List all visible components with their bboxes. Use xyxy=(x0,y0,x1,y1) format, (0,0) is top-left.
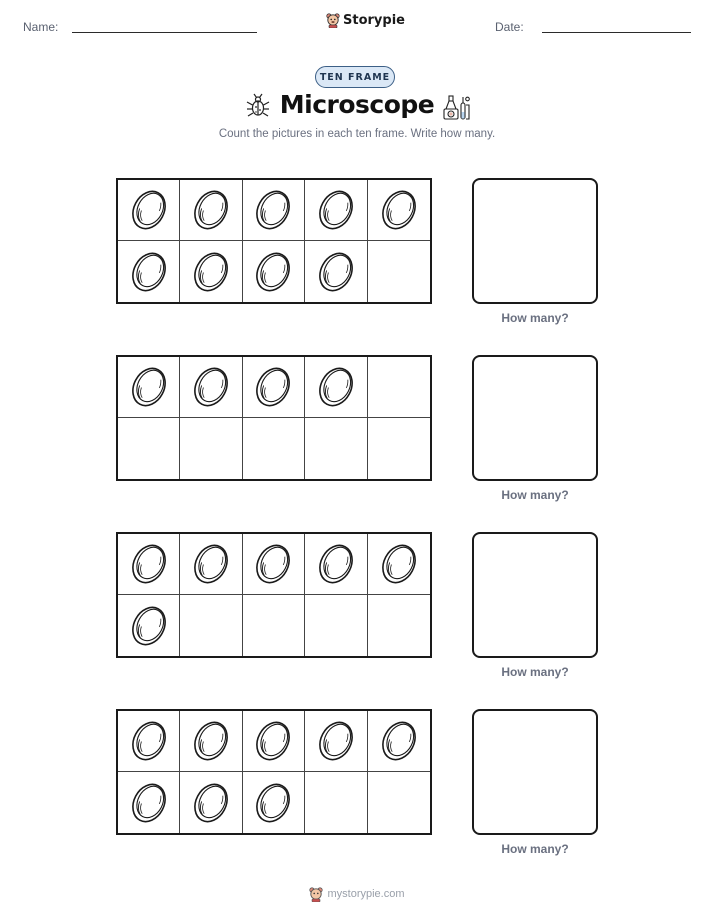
ten-frame-cell xyxy=(180,534,242,595)
microscope-slide-lens-icon xyxy=(129,718,169,764)
name-label: Name: xyxy=(23,20,59,34)
ten-frame-cell xyxy=(118,241,180,302)
ten-frame-cell xyxy=(368,711,430,772)
microscope-slide-lens-icon xyxy=(191,541,231,587)
ten-frame-cell xyxy=(180,595,242,656)
ten-frame-cell xyxy=(243,418,305,479)
ten-frame-cell xyxy=(368,241,430,302)
ten-frame-cell xyxy=(305,180,367,241)
answer-box[interactable] xyxy=(472,532,598,658)
ten-frame-cell xyxy=(118,711,180,772)
instructions: Count the pictures in each ten frame. Write how many. xyxy=(218,128,496,140)
ten-frame-badge: TEN FRAME xyxy=(315,66,395,88)
ten-frame xyxy=(116,178,432,304)
microscope-slide-lens-icon xyxy=(129,780,169,826)
ten-frame-cell xyxy=(180,418,242,479)
microscope-slide-lens-icon xyxy=(129,364,169,410)
lab-equipment-icon xyxy=(441,93,471,121)
microscope-slide-lens-icon xyxy=(316,249,356,295)
microscope-slide-lens-icon xyxy=(191,249,231,295)
ten-frame-cell xyxy=(368,418,430,479)
ten-frame-cell xyxy=(243,180,305,241)
footer xyxy=(0,886,714,902)
ten-frame-cell xyxy=(118,595,180,656)
date-label: Date: xyxy=(495,20,524,34)
ten-frame-cell xyxy=(180,711,242,772)
microscope-slide-lens-icon xyxy=(191,187,231,233)
microscope-slide-lens-icon xyxy=(253,187,293,233)
how-many-label: How many? xyxy=(501,665,569,679)
microscope-slide-lens-icon xyxy=(191,364,231,410)
name-line[interactable] xyxy=(72,32,257,33)
microscope-slide-lens-icon xyxy=(129,187,169,233)
microscope-slide-lens-icon xyxy=(191,718,231,764)
ten-frame-cell xyxy=(180,180,242,241)
ten-frame-cell xyxy=(368,180,430,241)
ten-frame xyxy=(116,709,432,835)
how-many-label: How many? xyxy=(501,842,569,856)
microscope-slide-lens-icon xyxy=(316,364,356,410)
ten-frame-cell xyxy=(243,595,305,656)
ten-frame-cell xyxy=(118,534,180,595)
ten-frame-cell xyxy=(180,357,242,418)
brand xyxy=(326,12,405,28)
ten-frame-cell xyxy=(368,772,430,833)
ten-frame-cell xyxy=(243,534,305,595)
ten-frame-cell xyxy=(305,772,367,833)
storypie-bear-icon xyxy=(309,886,323,902)
storypie-bear-icon xyxy=(326,12,340,28)
microscope-slide-lens-icon xyxy=(253,249,293,295)
ten-frame-cell xyxy=(305,595,367,656)
ten-frame-cell xyxy=(243,772,305,833)
ten-frame-cell xyxy=(305,418,367,479)
microscope-slide-lens-icon xyxy=(253,364,293,410)
microscope-slide-lens-icon xyxy=(129,249,169,295)
ten-frame-cell xyxy=(118,772,180,833)
microscope-slide-lens-icon xyxy=(253,718,293,764)
ten-frame-cell xyxy=(243,357,305,418)
microscope-slide-lens-icon xyxy=(379,187,419,233)
ten-frame-cell xyxy=(118,357,180,418)
ten-frame-cell xyxy=(368,534,430,595)
ten-frame-cell xyxy=(305,357,367,418)
microscope-slide-lens-icon xyxy=(253,541,293,587)
ten-frame-cell xyxy=(118,418,180,479)
ten-frame-cell xyxy=(180,772,242,833)
microscope-slide-lens-icon xyxy=(316,718,356,764)
page-title: Microscope xyxy=(279,90,435,119)
microscope-slide-lens-icon xyxy=(379,718,419,764)
ten-frame-cell xyxy=(118,180,180,241)
ten-frame xyxy=(116,532,432,658)
microscope-slide-lens-icon xyxy=(129,541,169,587)
date-line[interactable] xyxy=(542,32,691,33)
answer-box[interactable] xyxy=(472,709,598,835)
microscope-slide-lens-icon xyxy=(191,780,231,826)
ten-frame-cell xyxy=(305,711,367,772)
ten-frame-cell xyxy=(305,241,367,302)
ten-frame-cell xyxy=(243,241,305,302)
microscope-slide-lens-icon xyxy=(379,541,419,587)
ten-frame xyxy=(116,355,432,481)
ten-frame-cell xyxy=(368,595,430,656)
answer-box[interactable] xyxy=(472,178,598,304)
footer-url[interactable]: mystorypie.com xyxy=(327,888,405,900)
ten-frame-cell xyxy=(305,534,367,595)
how-many-label: How many? xyxy=(501,488,569,502)
ten-frame-cell xyxy=(368,357,430,418)
microscope-slide-lens-icon xyxy=(316,187,356,233)
microscope-slide-lens-icon xyxy=(316,541,356,587)
microscope-slide-lens-icon xyxy=(129,603,169,649)
answer-box[interactable] xyxy=(472,355,598,481)
microscope-slide-lens-icon xyxy=(253,780,293,826)
ten-frame-cell xyxy=(243,711,305,772)
how-many-label: How many? xyxy=(501,311,569,325)
ten-frame-cell xyxy=(180,241,242,302)
brand-name: Storypie xyxy=(343,12,405,28)
